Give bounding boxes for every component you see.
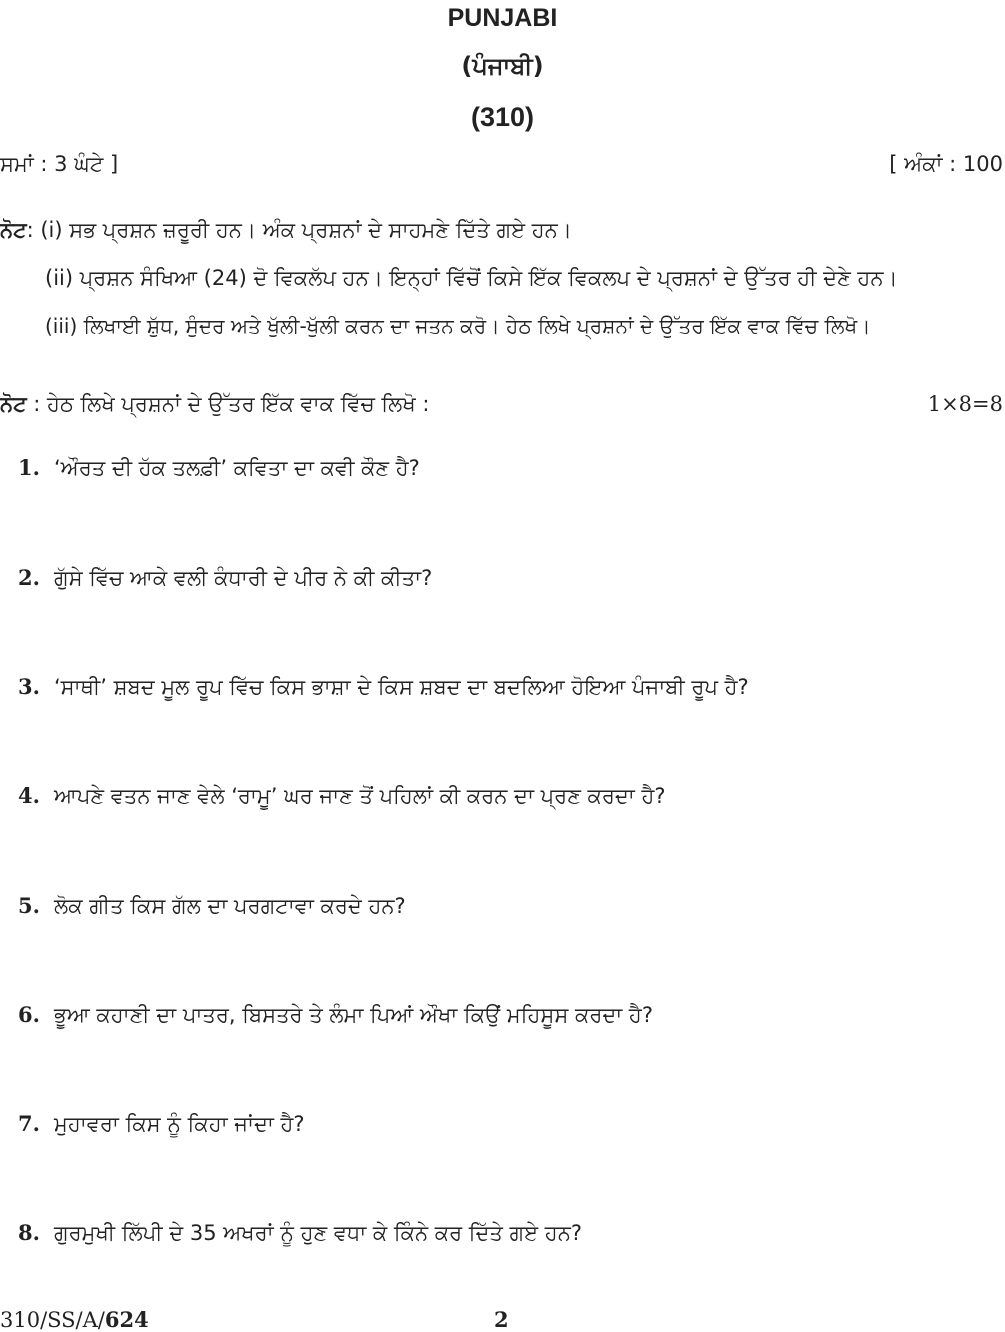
question-text: ਗੁਰਮੁਖੀ ਲਿੱਪੀ ਦੇ 35 ਅਖਰਾਂ ਨੂੰ ਹੁਣ ਵਧਾ ਕੇ ਕਿੰਨੇ ਕਰ ਦਿੱਤੇ ਗਏ ਹਨ? [54,1221,582,1245]
max-marks: [ ਅੰਕਾਂ : 100 [889,152,1003,176]
question-4 [18,783,666,809]
question-number: 3. [18,674,40,699]
question-1 [18,455,420,481]
instruction-1-text: (i) ਸਭ ਪ੍ਰਸ਼ਨ ਜ਼ਰੂਰੀ ਹਨ। ਅੰਕ ਪ੍ਰਸ਼ਨਾਂ ਦੇ ਸਾਹਮਣੇ ਦਿੱਤੇ ਗਏ ਹਨ। [40,218,572,242]
subject-code: (310) [470,102,535,132]
question-5 [18,893,406,919]
question-number: 2. [18,565,40,590]
question-text: ਆਪਣੇ ਵਤਨ ਜਾਣ ਵੇਲੇ ‘ਰਾਮੂ’ ਘਰ ਜਾਣ ਤੋਂ ਪਹਿਲਾਂ ਕੀ ਕਰਨ ਦਾ ਪ੍ਰਣ ਕਰਦਾ ਹੈ? [54,784,666,808]
page-number: 2 [494,1307,509,1332]
question-text: ‘ਸਾਥੀ’ ਸ਼ਬਦ ਮੂਲ ਰੂਪ ਵਿੱਚ ਕਿਸ ਭਾਸ਼ਾ ਦੇ ਕਿਸ ਸ਼ਬਦ ਦਾ ਬਦਲਿਆ ਹੋਇਆ ਪੰਜਾਬੀ ਰੂਪ ਹੈ? [54,675,749,699]
section-marks: 1×8=8 [927,392,1003,416]
question-7 [18,1111,305,1137]
question-text: ਲੋਕ ਗੀਤ ਕਿਸ ਗੱਲ ਦਾ ਪਰਗਟਾਵਾ ਕਰਦੇ ਹਨ? [54,894,406,918]
question-text: ‘ਔਰਤ ਦੀ ਹੱਕ ਤਲਫ਼ੀ’ ਕਵਿਤਾ ਦਾ ਕਵੀ ਕੌਣ ਹੈ? [54,456,420,480]
note-colon: : [26,218,34,242]
subject-title-punjabi: (ਪੰਜਾਬੀ) [461,52,544,80]
question-text: ਭੂਆ ਕਹਾਣੀ ਦਾ ਪਾਤਰ, ਬਿਸਤਰੇ ਤੇ ਲੰਮਾ ਪਿਆਂ ਔਖਾ ਕਿਉਂ ਮਹਿਸੂਸ ਕਰਦਾ ਹੈ? [54,1003,653,1027]
question-text: ਗੁੱਸੇ ਵਿੱਚ ਆਕੇ ਵਲੀ ਕੰਧਾਰੀ ਦੇ ਪੀਰ ਨੇ ਕੀ ਕੀਤਾ? [54,566,433,590]
question-number: 6. [18,1002,40,1027]
question-text: ਮੁਹਾਵਰਾ ਕਿਸ ਨੂੰ ਕਿਹਾ ਜਾਂਦਾ ਹੈ? [54,1112,305,1136]
question-2 [18,565,432,591]
question-number: 7. [18,1111,40,1136]
instruction-2: (ii) ਪ੍ਰਸ਼ਨ ਸੰਖਿਆ (24) ਦੋ ਵਿਕਲੱਪ ਹਨ। ਇਨ੍ਹਾਂ ਵਿੱਚੋਂ ਕਿਸੇ ਇੱਕ ਵਿਕਲਪ ਦੇ ਪ੍ਰਸ਼ਨਾਂ ਦੇ ਉੱਤਰ ਹੀ ਦੇਣੇ ਹਨ। [45,266,898,290]
question-6 [18,1002,653,1028]
section-note [0,392,429,417]
question-number: 4. [18,783,40,808]
instruction-3: (iii) ਲਿਖਾਈ ਸ਼ੁੱਧ, ਸੁੰਦਰ ਅਤੇ ਖੁੱਲੀ-ਖੁੱਲੀ ਕਰਨ ਦਾ ਜਤਨ ਕਰੋ। ਹੇਠ ਲਿਖੇ ਪ੍ਰਸ਼ਨਾਂ ਦੇ ਉੱਤਰ ਇੱਕ ਵਾਕ ਵਿੱਚ ਲਿਖੋ। [45,314,871,338]
question-number: 5. [18,893,40,918]
question-3 [18,674,749,700]
question-number: 8. [18,1220,40,1245]
paper-code-prefix: 310/SS/A/ [0,1308,105,1332]
paper-code-number: 624 [104,1307,149,1332]
question-8 [18,1220,582,1246]
paper-code [0,1307,149,1332]
time-allowed: ਸਮਾਂ : 3 ਘੰਟੇ ] [0,152,119,176]
section-note-text: : ਹੇਠ ਲਿਖੇ ਪ੍ਰਸ਼ਨਾਂ ਦੇ ਉੱਤਰ ਇੱਕ ਵਾਕ ਵਿੱਚ ਲਿਖੋ : [26,392,430,416]
section-note-label: ਨੋਟ [0,392,27,416]
note-label: ਨੋਟ [0,218,27,242]
question-number: 1. [18,455,40,480]
subject-title: PUNJABI [447,4,558,32]
instruction-1 [0,218,572,243]
